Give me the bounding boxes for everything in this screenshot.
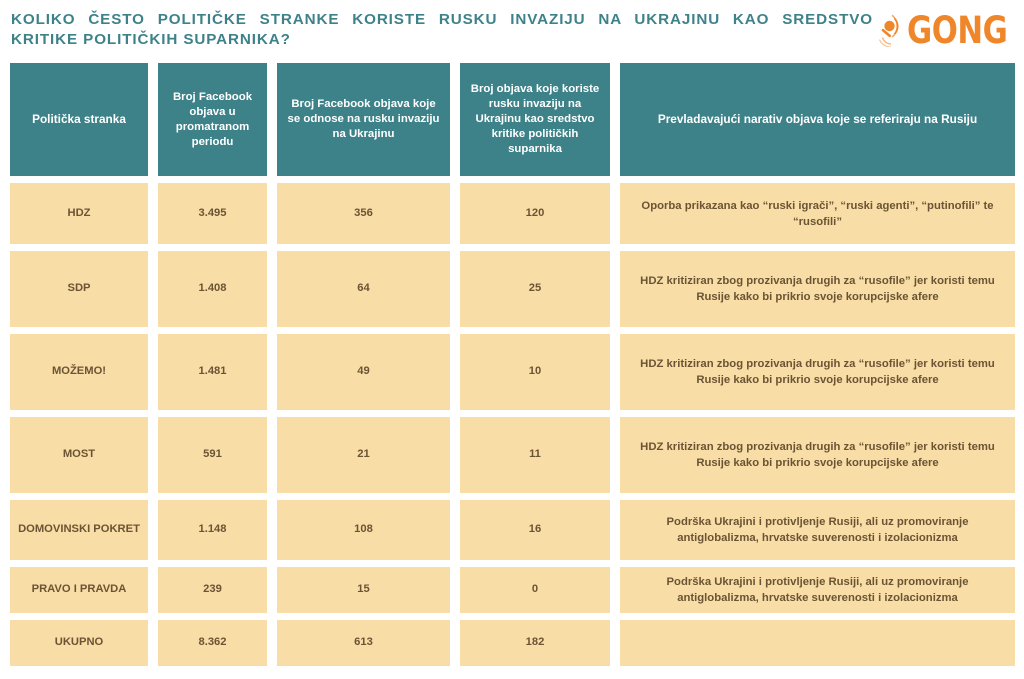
cell-russia-posts: 49 — [277, 334, 450, 410]
cell-russia-posts: 64 — [277, 251, 450, 327]
table-header-row — [10, 63, 1015, 176]
table-total-row — [10, 620, 1015, 666]
cell-total-posts: 591 — [158, 417, 267, 493]
column-header-party: Politička stranka — [10, 63, 148, 176]
cell-narrative: HDZ kritiziran zbog prozivanja drugih za “rusofile” jer koristi temu Rusije kako bi prikrio svoje korupcijske afere — [620, 417, 1015, 493]
data-table — [10, 63, 1015, 666]
cell-total-posts: 1.481 — [158, 334, 267, 410]
cell-narrative: Podrška Ukrajini i protivljenje Rusiji, ali uz promoviranje antiglobalizma, hrvatske suverenosti i izolacionizma — [620, 567, 1015, 613]
cell-party: SDP — [10, 251, 148, 327]
cell-critique-posts: 182 — [460, 620, 610, 666]
cell-critique-posts: 0 — [460, 567, 610, 613]
cell-party: UKUPNO — [10, 620, 148, 666]
table-row — [10, 500, 1015, 560]
cell-narrative: HDZ kritiziran zbog prozivanja drugih za “rusofile” jer koristi temu Rusije kako bi prikrio svoje korupcijske afere — [620, 251, 1015, 327]
microphone-soundwave-icon — [875, 13, 905, 47]
page-title-line-1: KOLIKO ČESTO POLITIČKE STRANKE KORISTE RUSKU INVAZIJU NA UKRAJINU KAO SREDSTVO — [11, 11, 873, 28]
cell-critique-posts: 11 — [460, 417, 610, 493]
table-row — [10, 417, 1015, 493]
cell-narrative: Podrška Ukrajini i protivljenje Rusiji, ali uz promoviranje antiglobalizma, hrvatske suverenosti i izolacionizma — [620, 500, 1015, 560]
table-row — [10, 334, 1015, 410]
cell-party: MOST — [10, 417, 148, 493]
cell-party: HDZ — [10, 183, 148, 244]
cell-narrative: Oporba prikazana kao “ruski igrači”, “ruski agenti”, “putinofili” te “rusofili” — [620, 183, 1015, 244]
table-row — [10, 567, 1015, 613]
column-header-critique-posts: Broj objava koje koriste rusku invaziju na Ukrajinu kao sredstvo kritike političkih suparnika — [460, 63, 610, 176]
page-header — [0, 0, 1024, 62]
cell-russia-posts: 613 — [277, 620, 450, 666]
column-header-narrative: Prevladavajući narativ objava koje se referiraju na Rusiju — [620, 63, 1015, 176]
table-row — [10, 251, 1015, 327]
cell-party: PRAVO I PRAVDA — [10, 567, 148, 613]
table-row — [10, 183, 1015, 244]
cell-party: DOMOVINSKI POKRET — [10, 500, 148, 560]
gong-logo-wordmark: GONG — [907, 7, 1008, 53]
cell-russia-posts: 356 — [277, 183, 450, 244]
gong-logo — [875, 7, 1012, 53]
page-title-line-2: KRITIKE POLITIČKIH SUPARNIKA? — [11, 31, 291, 48]
cell-critique-posts: 120 — [460, 183, 610, 244]
cell-total-posts: 1.408 — [158, 251, 267, 327]
cell-russia-posts: 15 — [277, 567, 450, 613]
cell-total-posts: 1.148 — [158, 500, 267, 560]
cell-critique-posts: 16 — [460, 500, 610, 560]
cell-critique-posts: 10 — [460, 334, 610, 410]
cell-russia-posts: 108 — [277, 500, 450, 560]
page-title — [11, 10, 873, 50]
cell-party: MOŽEMO! — [10, 334, 148, 410]
cell-total-posts: 239 — [158, 567, 267, 613]
cell-critique-posts: 25 — [460, 251, 610, 327]
cell-total-posts: 8.362 — [158, 620, 267, 666]
cell-narrative: HDZ kritiziran zbog prozivanja drugih za “rusofile” jer koristi temu Rusije kako bi prikrio svoje korupcijske afere — [620, 334, 1015, 410]
column-header-russia-posts: Broj Facebook objava koje se odnose na rusku invaziju na Ukrajinu — [277, 63, 450, 176]
cell-narrative — [620, 620, 1015, 666]
cell-total-posts: 3.495 — [158, 183, 267, 244]
cell-russia-posts: 21 — [277, 417, 450, 493]
column-header-total-posts: Broj Facebook objava u promatranom periodu — [158, 63, 267, 176]
